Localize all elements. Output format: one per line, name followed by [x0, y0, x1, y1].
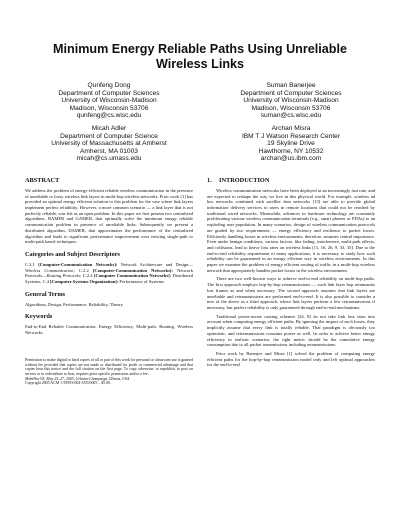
general-terms-heading: General Terms [25, 290, 66, 298]
paper-title: Minimum Energy Reliable Paths Using Unreliable Wireless Links [53, 42, 347, 71]
category-sep: ; [73, 267, 79, 273]
category-code: C.4 [42, 279, 50, 285]
author-block [25, 82, 375, 163]
author-card [207, 125, 375, 163]
keywords-text: End-to-End Reliable Communication, Energy Efficiency, Multi-path, Routing, Wireless Networks [25, 324, 193, 336]
copyright-notice [25, 358, 193, 386]
author-email[interactable]: suman@cs.wisc.edu [260, 112, 322, 120]
category-detail: Distributed Systems; [25, 273, 193, 285]
keywords-heading: Keywords [25, 313, 53, 321]
category-topic: Wireless Communication [25, 267, 74, 273]
intro-paragraph: Wireless communication networks have been deployed at an increasingly fast rate, and are expected to reshape the way we live in this physical world. For example, wireless ad hoc networks combined with satellite data networks [13] are able to provide global information delivery services to users in remote locations that could not be reached by traditional wired networks. Meanwhile, advances in hardware technology are constantly proliferating various wireless communication terminals (e.g., smart phones or PDAs) to an exploding user population. In many scenarios, design of wireless communication protocols are guided by two requirements — energy efficiency and resilience to packet losses. Efficiently handling losses in wireless environments, therefore, assumes central importance. Even under benign conditions, various factors, like fading, interference, multi-path effects, and collisions, lead to heavy loss rates on wireless links [11, 16, 26, 9, 33, 35]. Due to the end-to-end reliability requirement of many applications, it is necessary to study how such reliability can be guaranteed in an energy efficient way in wireless environments. In this paper we examine the problem of energy efficient routing of traffic in a multi-hop wireless network that appropriately handles packet losses in the wireless environment. [207, 187, 375, 273]
abstract-text: We address the problem of energy-efficient reliable wireless communication in the presence of unreliable or lossy wireless link layers in multi-hop wireless networks. Prior work [1] has provided an optimal energy efficient solution to this problem for the case where link layers implement perfect reliability. However, a more common scenario — a link layer that is not perfectly reliable, was left as an open problem. In this paper we first present two centralized algorithms, BAMER and GAMER, that optimally solve the minimum energy reliable communication problem in presence of unreliable links. Subsequently we present a distributed algorithm, DAMER, that approximates the performance of the centralized algorithm and leads to significant performance improvement over existing single-path or multi-path based techniques. [25, 187, 193, 245]
categories-heading: Categories and Subject Descriptors [25, 250, 120, 258]
category-name: [Computer Communication Networks]: [93, 273, 172, 279]
author-dept: Department of Computer Science [60, 132, 158, 140]
category-name: [Computer-Communication Networks]: [92, 267, 173, 273]
author-org: University of Wisconsin-Madison [243, 97, 339, 105]
abstract-heading: ABSTRACT [25, 176, 60, 184]
category-code: C.2.2 [78, 267, 89, 273]
left-column [25, 177, 193, 386]
section-title: INTRODUCTION [219, 176, 270, 184]
category-detail: Performance of Systems [119, 279, 164, 285]
category-code: C.2.4 [82, 273, 93, 279]
author-city: Madison, Wisconsin 53706 [251, 104, 331, 112]
category-name: [Computer-Communication Networks]: [38, 261, 118, 267]
author-name: Archan Misra [271, 124, 311, 132]
author-city: Hawthorne, NY 10532 [258, 147, 324, 155]
author-dept: Department of Computer Sciences [240, 89, 342, 97]
author-org: University of Wisconsin-Madison [61, 97, 157, 105]
author-org: 19 Skyline Drive [267, 140, 315, 148]
copyright-venue: MobiHoc'05, May 25–27, 2005, Urbana-Champaign, Illinois, USA. [25, 376, 131, 381]
author-name: Micah Adler [91, 124, 127, 132]
author-email[interactable]: archan@us.ibm.com [260, 155, 322, 163]
right-column [207, 177, 375, 386]
intro-paragraph: Prior work by Banerjee and Misra [1] solved the problem of computing energy efficient paths for the hop-by-hop retransmission model only and left optimal approaches for the end-to-end [207, 350, 375, 368]
author-city: Madison, Wisconsin 53706 [69, 104, 149, 112]
category-detail: Network Protocols— [25, 267, 193, 279]
author-dept: IBM T J Watson Research Center [241, 132, 341, 140]
author-card [25, 82, 193, 120]
categories-text [25, 262, 193, 285]
category-detail: Network Architecture and Design— [120, 261, 194, 267]
author-name: Suman Banerjee [266, 82, 316, 89]
body-columns [25, 177, 375, 386]
intro-paragraph: There are two well-known ways to achieve end-to-end reliability on multi-hop paths. The first approach employs hop-by-hop retransmissions — such link layer hop retransmits lost frames as and when necessary. The second approach assumes that link layers are unreliable and retransmissions are performed end-to-end. It is also possible to consider a mix of the above as a third approach, where link layers perform a few retransmissions if necessary, but perfect reliability is only guaranteed through end-to-end mechanisms. [207, 276, 375, 310]
author-email[interactable]: micah@cs.umass.edu [76, 155, 142, 163]
category-name: [Computer Systems Organization]: [50, 279, 119, 285]
author-city: Amherst, MA 01003 [80, 147, 138, 155]
category-code: C.2.1 [25, 261, 35, 267]
author-org: University of Massachusetts at Amherst [51, 140, 167, 148]
author-email[interactable]: qunfeng@cs.wisc.edu [76, 112, 142, 120]
author-card [25, 125, 193, 163]
introduction-heading [207, 177, 375, 185]
author-name: Qunfeng Dong [87, 82, 131, 89]
author-card [207, 82, 375, 120]
copyright-permission: Permission to make digital or hard copies of all or part of this work for personal or classroom use is granted without fee provided that copies are not made or distributed for profit or commercial advantage and that copies bear this notice and the full citation on the first page. To copy otherwise, to republish, to post on servers or to redistribute to lists, requires prior specific permission and/or a fee. [25, 357, 193, 376]
category-sep: ; [80, 273, 83, 279]
category-topic: Routing Protocols [46, 273, 81, 279]
author-dept: Department of Computer Sciences [58, 89, 160, 97]
general-terms-text: Algorithms, Design, Performance, Reliability, Theory [25, 301, 123, 307]
intro-paragraph: Traditional power-aware routing schemes [24, 8] do not take link loss rates into account when computing energy efficient paths. By ignoring the impact of such losses, they implicitly assume that every link is totally reliable. That paradigm is obviously too optimistic, and retransmissions consume power as well. In order to achieve better energy efficiency in realistic scenarios, the right metric should be the cumulative energy consumption due to all packet transmissions including retransmissions. [207, 313, 375, 348]
section-number: 1. [207, 176, 212, 184]
copyright-rights: Copyright 2005 ACM 1-59593-004-3/05/0005 ...$5.00. [25, 381, 111, 386]
